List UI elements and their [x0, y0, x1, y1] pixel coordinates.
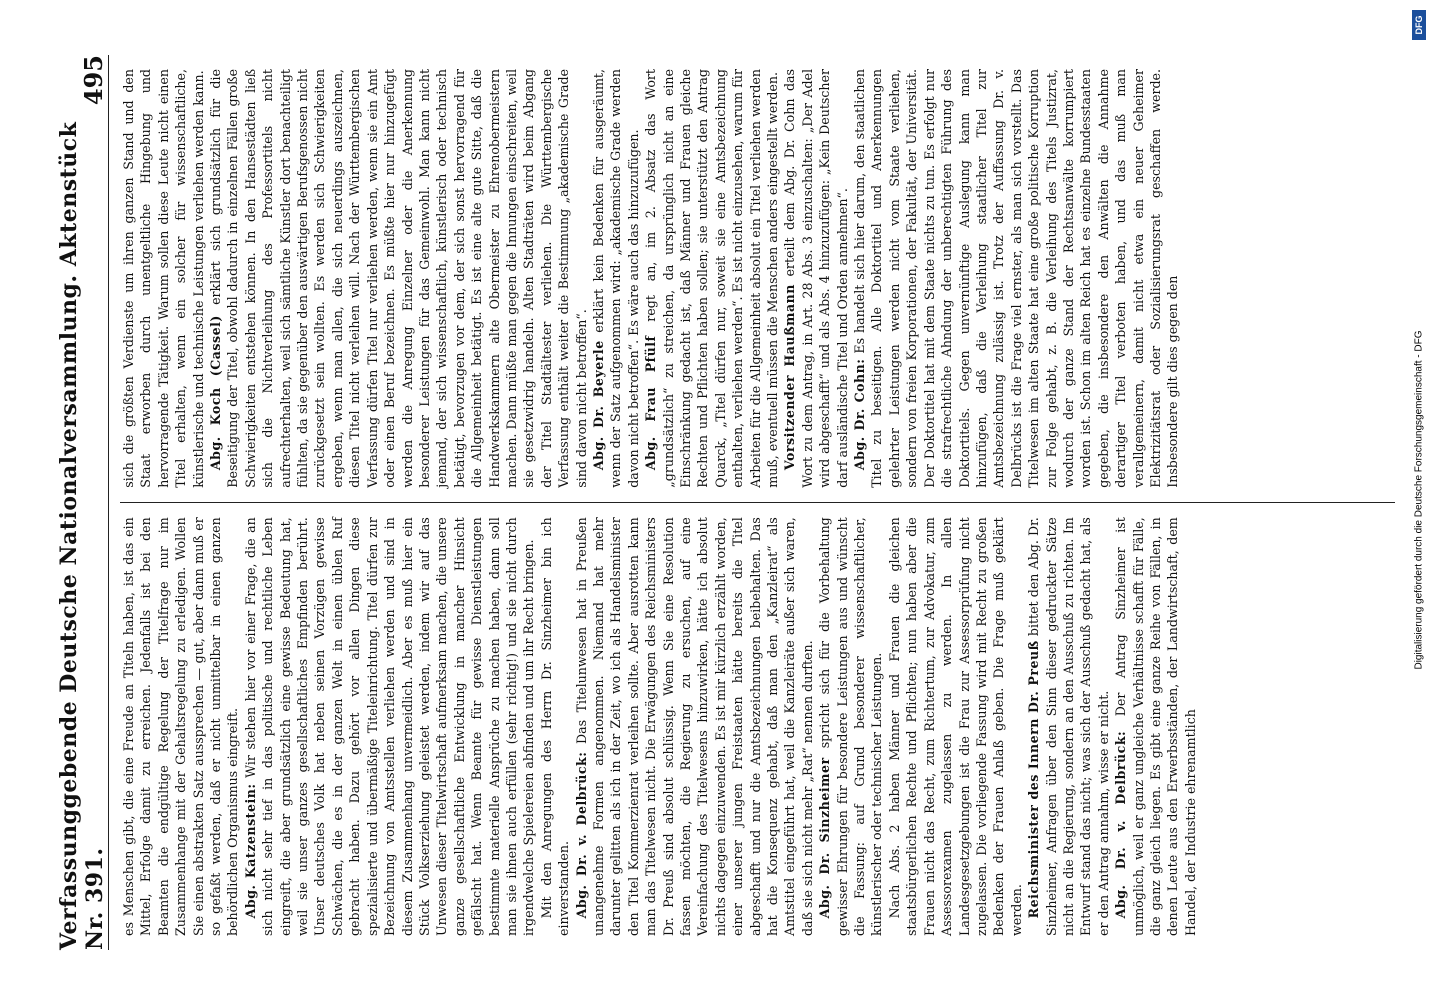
paragraph	[590, 69, 642, 488]
attribution-text: Digitalisierung gefördert durch die Deutsche Forschungsgemeinschaft - DFG	[1413, 330, 1425, 670]
dfg-logo	[1412, 10, 1426, 40]
paragraph	[1112, 517, 1199, 936]
page-number: 495	[79, 55, 108, 106]
speech-text: Das Titelunwesen hat in Preußen unangenehme Formen angenommen. Niemand hat mehr darunter gelitten als ich in der Zeit, wo ich als Handelsminister den Titel Kommerzienrat verleihen sollte. Aber ausrotten kann man das Titelwesen nicht. Die Erwägungen des Reichsministers Dr. Preuß sind absolut schlüssig. Wenn Sie eine Resolution fassen möchten, die Regierung zu ersuchen, auf eine Vereinfachung des Titelwesens hinzuwirken, hätte ich absolut nichts dagegen einzuwenden. Es ist mir kürzlich erzählt worden, einer unserer jungen Freistaaten hätte bereits die Titel abgeschafft und nur die Amtsbezeichnungen beibehalten. Das hat die Konsequenz gehabt, daß man den „Kanzleirat“ als Amtstitel eingeführt hat, weil die Kanzleiräte außer sich waren, daß sie sich nicht mehr „Rat“ nennen durften.	[573, 517, 815, 936]
paragraph	[851, 69, 1182, 488]
speaker-name: Abg. Katzenstein:	[242, 783, 258, 919]
running-title: Verfassunggebende Deutsche Nationalversammlung. Aktenstück Nr. 391.	[56, 121, 108, 950]
column-divider	[120, 502, 1395, 504]
speech-text: erklärt sich grundsätzlich für die Beseitigung der Titel, obwohl dadurch in einzelnen Fällen große Schwierigkeiten entstehen können. In den Hansestädten ließ sich die Nichtverleihung des Professortitels nicht aufrechterhalten, weil sich sämtliche Künstler dort benachteiligt fühlten, da sie gegenüber den auswärtigen Berufsgenossen nicht zurückgesetzt sein wollten. Es werden sich Schwierigkeiten ergeben, wenn man allen, die sich neuerdings auszeichnen, diesen Titel nicht verleihen will. Nach der Württembergischen Verfassung dürfen Titel nur verliehen werden, wenn sie ein Amt oder einen Beruf bezeichnen. Es müßte hier nur hinzugefügt werden die Anregung Einzelner oder die Anerkennung besonderer Leistungen für das Gemeinwohl. Man kann nicht jemand, der sich wissenschaftlich, künstlerisch oder technisch betätigt, bevorzugen vor dem, der sich sonst hervorragend für die Allgemeinheit betätigt. Es ist eine alte gute Sitte, daß die Handwerkskammern alte Obermeister zu Ehrenobermeistern machen. Dann müßte man gegen die Innungen einschreiten, weil sie gesetzwidrig handeln. Alten Stadträten wird beim Abgang der Titel Stadtältester verliehen. Die Württembergische Verfassung enthält weiter die Bestimmung „akademische Grade sind davon nicht betroffen“.	[208, 69, 589, 488]
paragraph	[642, 69, 781, 488]
speech-text: Wir stehen hier vor einer Frage, die an sich nicht sehr tief in das politische und rechtliche Leben eingreift, die aber grundsätzlich eine gewisse Bedeutung hat, weil sie unser ganzes gesellschaftliches Empfinden berührt. Unser deutsches Volk hat neben seinen Vorzügen gewisse Schwächen, die es in der ganzen Welt in einen üblen Ruf gebracht haben. Dazu gehört vor allen Dingen diese spezialisierte und übermäßige Titeleinrichtung. Titel dürfen zur Bezeichnung von Amtsstellen verliehen werden und sind in diesem Zusammenhang unvermeidlich. Aber es muß hier ein Stück Volkserziehung geleistet werden, indem wir auf das Unwesen dieser Titelwirtschaft aufmerksam machen, die unsere ganze gesellschaftliche Entwicklung in mancher Hinsicht gefälscht hat. Wenn Beamte für gewisse Dienstleistungen bestimmte materielle Ansprüche zu machen haben, dann soll man sie ihnen auch erfüllen (sehr richtig!) und sie nicht durch irgendwelche Spielereien abfinden und um ihr Recht bringen.	[242, 517, 537, 936]
speaker-name: Reichsminister des Innern Dr. Preuß	[1026, 640, 1042, 919]
paragraph	[573, 517, 817, 936]
speaker-name: Abg. Dr. Cohn:	[852, 358, 868, 471]
paragraph	[781, 69, 851, 488]
speech-text: spricht sich für die Vorbehaltung gewisser Ehrungen für besondere Leistungen aus und wünscht die Fassung: auf Grund besonderer wissenschaftlicher, künstlerischer oder technischer Leistungen.	[817, 517, 885, 936]
text-columns	[120, 55, 1395, 950]
dfg-logo-text: DFG	[1414, 15, 1424, 35]
speaker-name: Abg. Dr. Beyerle	[590, 340, 606, 471]
paragraph	[242, 517, 538, 936]
paragraph	[1025, 517, 1112, 936]
column-right	[120, 55, 1395, 502]
printed-page	[56, 35, 1405, 970]
paragraph: sich die größten Verdienste um ihren ganzen Stand und den Staat erworben durch unentgeltliche Hingebung und hervorragende Tätigkeit. Warum sollen diese Leute nicht einen Titel erhalten, wenn ein solcher für wissenschaftliche, künstlerische und technische Leistungen verliehen werden kann.	[121, 69, 206, 488]
paragraph	[816, 517, 886, 936]
paragraph: Mit den Anregungen des Herrn Dr. Sinzheimer bin ich einverstanden.	[538, 517, 572, 936]
page-header	[56, 55, 109, 950]
speaker-name: Abg. Koch (Cassel)	[208, 315, 224, 471]
column-left	[120, 503, 1395, 950]
speech-text: bittet den Abg. Dr. Sinzheimer, Anfragen über den Sinn dieser gedruckter Sätze nicht an die Regierung, sondern an den Ausschuß zu richten. Im Entwurf stand das nicht; was sich der Ausschuß gedacht hat, als er den Antrag annahm, wisse er nicht.	[1026, 517, 1111, 936]
speaker-name: Vorsitzender Haußmann	[782, 284, 798, 471]
speech-text: regt an, im 2. Absatz das Wort „grundsätzlich“ zu streichen, da ursprünglich nicht an eine Einschränkung gedacht ist, daß Männer und Frauen gleiche Rechten und Pflichten haben sollen; sie unterstützt den Antrag Quarck, „Titel dürfen nur, soweit sie eine Amtsbezeichnung enthalten, verliehen werden“. Es ist nicht einzusehen, warum für Arbeiten für die Allgemeinheit absolut ein Titel verliehen werden muß, eventuell müssen die Menschen anders eingestellt werden.	[643, 69, 781, 488]
speech-text: Es handelt sich hier darum, den staatlichen Titel zu beseitigen. Alle Doktortitel und Anerkennungen gelehrter Leistungen werden nicht vom Staate verliehen, sondern von freien Korporationen, der Fakultät, der Universität. Der Doktortitel hat mit dem Staate nichts zu tun. Es erfolgt nur die strafrechtliche Ahndung der unberechtigten Führung des Doktortitels. Gegen unvernünftige Auslegung kann man hinzufügen, daß die Verleihung staatlicher Titel zur Amtsbezeichnung zulässig ist. Trotz der Auffassung Dr. v. Delbrücks ist die Frage viel ernster, als man sich vorstellt. Das Titelwesen im alten Staate hat eine große politische Korruption zur Folge gehabt, z. B. die Verleihung des Titels Justizrat, wodurch der ganze Stand der Rechtsanwälte korrumpiert worden ist. Schon im alten Reich hat es einzelne Bundesstaaten gegeben, die insbesondere den Anwälten die Annahme derartiger Titel verboten haben, und das muß man verallgemeinern, damit nicht etwa ein neuer Geheimer Elektrizitätsrat oder Sozialisierungsrat geschaffen werde. Insbesondere gilt dies gegen den	[852, 69, 1181, 488]
speech-text: erteilt dem Abg. Dr. Cohn das Wort zu dem Antrag, in Art. 28 Abs. 3 einzuschalten: „Der Adel wird abgeschafft“ und als Abs. 4 hinzuzufügen: „Kein Deutscher darf ausländische Titel und Orden annehmen“.	[782, 69, 850, 488]
speech-text: Der Antrag Sinzheimer ist unmöglich, weil er ganz ungleiche Verhältnisse schafft für Fälle, die ganz gleich liegen. Es gibt eine ganze Reihe von Fällen, in denen Leute aus den Erwerbsständen, der Landwirtschaft, dem Handel, der Industrie ehrenamtlich	[1113, 517, 1198, 936]
paragraph: Nach Abs. 2 haben Männer und Frauen die gleichen staatsbürgerlichen Rechte und Pflichten; nun haben aber die Frauen nicht das Recht, zum Richtertum, zur Advokatur, zum Assessorexamen zugelassen zu werden. In allen Landesgesetzgebungen ist die Frau zur Assessorprüfung nicht zugelassen. Die vorliegende Fassung wird mit Recht zu großen Bedenken der Frauen Anlaß geben. Die Frage muß geklärt werden.	[886, 517, 1024, 936]
speaker-name: Abg. Frau Pfülf	[643, 335, 659, 471]
speech-text: erklärt kein Bedenken für ausgeräumt, wenn der Satz aufgenommen wird: „akademische Grade werden davon nicht betroffen“. Es wäre auch das hinzuzufügen.	[590, 69, 641, 488]
speaker-name: Abg. Dr. v. Delbrück:	[1113, 730, 1129, 919]
speaker-name: Abg. Dr. v. Delbrück:	[573, 751, 589, 919]
speaker-name: Abg. Dr. Sinzheimer	[817, 757, 833, 919]
paragraph	[207, 69, 590, 488]
paragraph: es Menschen gibt, die eine Freude an Titeln haben, ist das ein Mittel, Erfolge damit zu erreichen. Jedenfalls ist bei den Beamten die endgültige Regelung der Titelfrage nur im Zusammenhange mit der Gehaltsregelung zu erledigen. Wollen Sie einen abstrakten Satz aussprechen — gut, aber dann muß er so gefaßt werden, daß er nicht unmittelbar in einen ganzen behördlichen Organismus eingreift.	[121, 517, 241, 936]
dfg-attribution	[1404, 0, 1434, 1000]
